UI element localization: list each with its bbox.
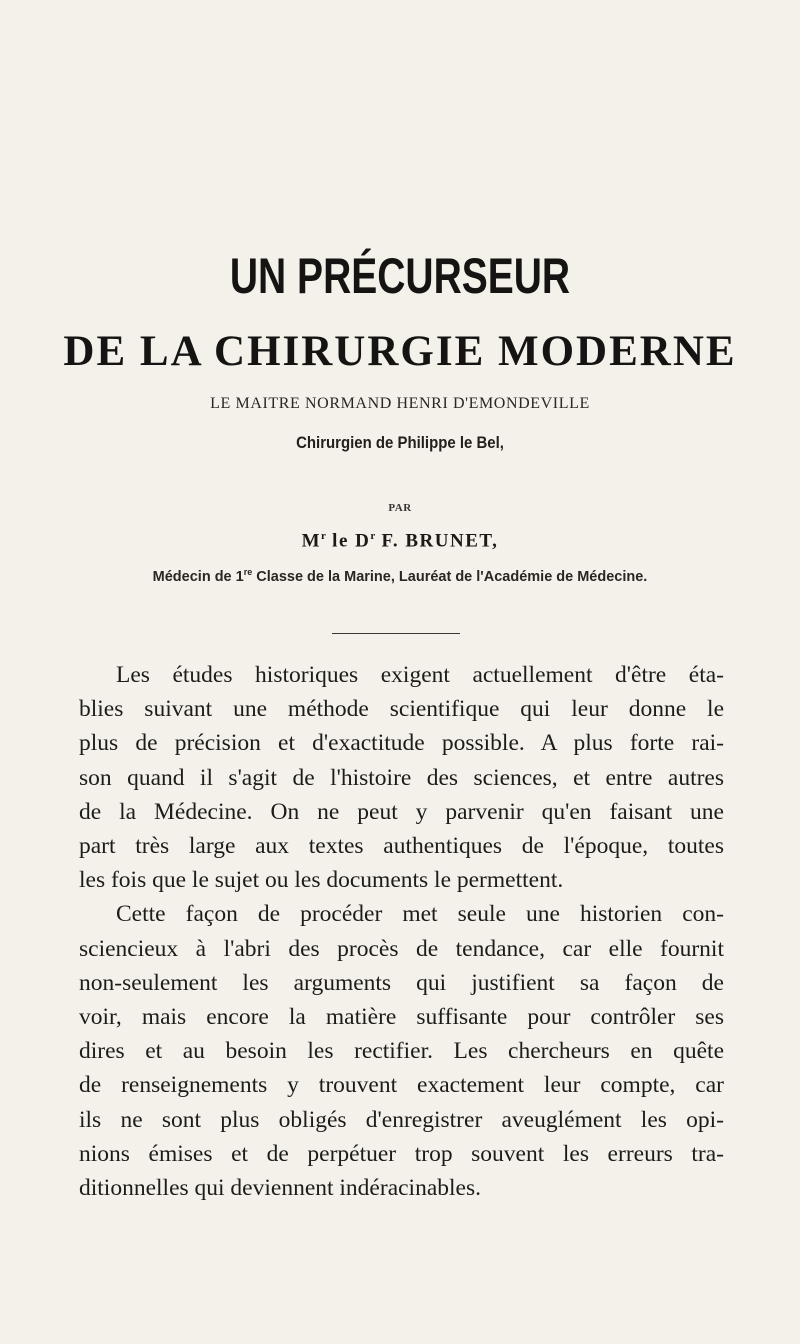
text-line: plus de précision et d'exactitude possible. A plus forte rai-: [79, 730, 724, 757]
text-line: nions émises et de perpétuer trop souvent les erreurs tra-: [79, 1140, 724, 1167]
text-line: Cette façon de procéder met seule une historien con-: [116, 901, 724, 928]
author-title-2-sup: r: [370, 530, 376, 542]
author-title-1: M: [301, 530, 322, 552]
credentials-sup: re: [243, 567, 253, 577]
text-line: ditionnelles qui deviennent indéracinables.: [79, 1175, 481, 1202]
text-line: son quand il s'agit de l'histoire des sciences, et entre autres: [79, 764, 724, 791]
paragraph: [79, 897, 724, 1205]
author-line: [0, 530, 800, 552]
text-line: voir, mais encore la matière suffisante pour contrôler ses: [79, 1004, 724, 1031]
text-line: ils ne sont plus obligés d'enregistrer aveuglément les opi-: [79, 1106, 724, 1133]
paragraph: [79, 658, 724, 897]
title-line-2: DE LA CHIRURGIE MODERNE: [63, 328, 737, 375]
text-line: part très large aux textes authentiques de l'époque, toutes: [79, 833, 724, 860]
text-line: non-seulement les arguments qui justifient sa façon de: [79, 969, 724, 996]
body-text: [79, 658, 724, 1205]
text-line: de la Médecine. On ne peut y parvenir qu'en faisant une: [79, 798, 724, 825]
text-line: dires et au besoin les rectifier. Les chercheurs en quête: [79, 1038, 724, 1065]
author-title-1-sup: r: [321, 530, 326, 542]
divider-rule: [332, 633, 460, 634]
text-line: les fois que le sujet ou les documents le permettent.: [79, 867, 564, 894]
credentials-before: Médecin de 1: [152, 568, 244, 585]
par-label: PAR: [388, 502, 412, 514]
author-name: F. BRUNET,: [375, 530, 499, 552]
text-line: Les études historiques exigent actuellement d'être éta-: [116, 662, 724, 688]
author-credentials: [0, 567, 800, 585]
subtitle: LE MAITRE NORMAND HENRI D'EMONDEVILLE: [210, 395, 590, 412]
text-line: sciencieux à l'abri des procès de tendance, car elle fournit: [79, 935, 724, 962]
role-line: Chirurgien de Philippe le Bel,: [296, 433, 504, 452]
author-le: le: [325, 530, 356, 552]
text-line: blies suivant une méthode scientifique qui leur donne le: [79, 696, 724, 723]
author-title-2: D: [355, 530, 371, 552]
credentials-after: Classe de la Marine, Lauréat de l'Académie de Médecine.: [252, 568, 648, 585]
text-line: de renseignements y trouvent exactement leur compte, car: [79, 1072, 724, 1099]
title-line-1: UN PRÉCURSEUR: [229, 248, 571, 304]
